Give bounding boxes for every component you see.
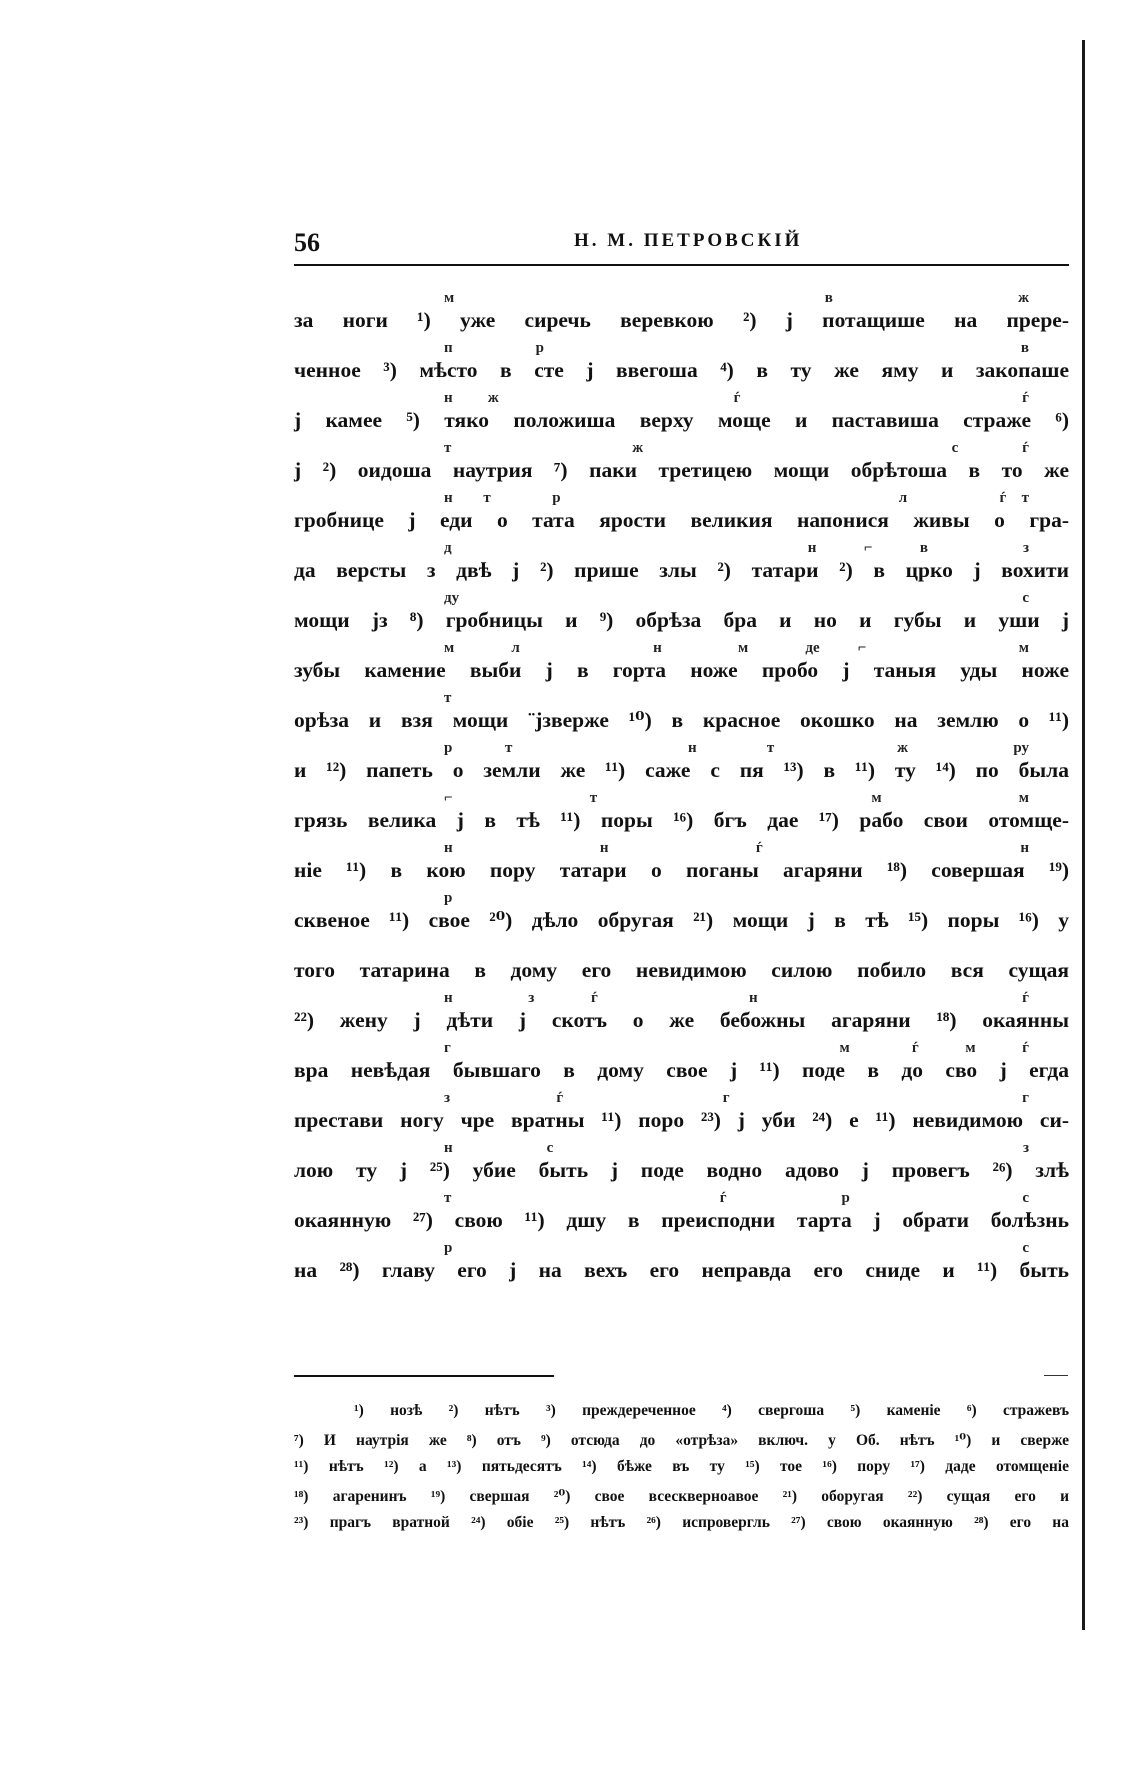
line-text: ніе ¹¹) в кою пору татари о поганы агаряни ¹⁸) совершая ¹⁹)	[294, 858, 1069, 882]
superscript-letters: ду с	[444, 590, 1029, 606]
text-line	[294, 540, 1069, 590]
superscript-letters: т ж с ѓ	[444, 440, 1029, 456]
page-header	[294, 220, 1069, 260]
superscript-letters: т	[444, 690, 452, 706]
running-head: Н. М. ПЕТРОВСКІЙ	[574, 230, 803, 251]
footnote-rule	[294, 1375, 554, 1377]
superscript-letters: м л н м де ⌐ м	[444, 640, 1029, 656]
superscript-letters: р с	[444, 1240, 1029, 1256]
superscript-letters: з ѓ г г	[444, 1090, 1029, 1106]
footnote-line: ¹¹) нѣтъ ¹²) а ¹³) пятьдесятъ ¹⁴) бѣже въ ту ¹⁵) тое ¹⁶) пору ¹⁷) даде отомщеніе	[294, 1458, 1069, 1475]
text-line	[294, 490, 1069, 540]
text-line	[294, 740, 1069, 790]
line-text: престави ногу чре вратны ¹¹) поро ²³) ј уби ²⁴) е ¹¹) невидимою си-	[294, 1108, 1069, 1132]
superscript-letters: р	[444, 890, 453, 906]
text-line	[294, 940, 1069, 990]
superscript-letters: р т н т ж ру	[444, 740, 1029, 756]
text-line	[294, 340, 1069, 390]
page-number: 56	[294, 228, 320, 257]
line-text: ченное ³) мѣсто в сте ј ввегоша ⁴) в ту же яму и закопаше	[294, 358, 1069, 382]
line-text: и ¹²) папеть о земли же ¹¹) саже с пя ¹³) в ¹¹) ту ¹⁴) по была	[294, 758, 1069, 782]
superscript-letters: п р в	[444, 340, 1029, 356]
line-text: того татарина в дому его невидимою силою побило вся сущая	[294, 958, 1069, 982]
footnote-line: ⁷) И наутрія же ⁸) отъ ⁹) отсюда до «отрѣза» включ. у Об. нѣтъ ¹⁰) и сверже	[294, 1432, 1069, 1449]
superscript-letters: н н ѓ н	[444, 840, 1029, 856]
line-text: ²²) жену ј дѣти ј скотъ о же бебожны агаряни ¹⁸) окаянны	[294, 1008, 1069, 1032]
text-line	[294, 440, 1069, 490]
line-text: ј ²) оидоша наутрия ⁷) паки третицею мощи обрѣтоша в то же	[294, 458, 1069, 482]
line-text: грязь велика ј в тѣ ¹¹) поры ¹⁶) бгъ дае ¹⁷) рабо свои отомще-	[294, 808, 1069, 832]
superscript-letters: м в ж	[444, 290, 1029, 306]
text-line	[294, 590, 1069, 640]
footnote-line: ¹⁸) агаренинъ ¹⁹) свершая ²⁰) свое всескверноавое ²¹) оборугая ²²) сущая его и	[294, 1488, 1069, 1505]
line-text: лою ту ј ²⁵) убие быть ј поде водно адово ј провегъ ²⁶) злѣ	[294, 1158, 1069, 1182]
footnote-dash	[1044, 1375, 1068, 1376]
text-line	[294, 1040, 1069, 1090]
text-line	[294, 290, 1069, 340]
line-text: мощи јз ⁸) гробницы и ⁹) обрѣза бра и но и губы и уши ј	[294, 608, 1069, 632]
line-text: зубы камение выби ј в горта ноже пробо ј таныя уды ноже	[294, 658, 1069, 682]
text-line	[294, 1090, 1069, 1140]
line-text: за ноги ¹) уже сиречь веревкою ²) ј потащише на прере-	[294, 308, 1069, 332]
superscript-letters: н т р л ѓ т	[444, 490, 1029, 506]
text-line	[294, 640, 1069, 690]
text-line	[294, 1240, 1069, 1290]
text-line	[294, 840, 1069, 890]
line-text: сквеное ¹¹) свое ²⁰) дѣло обругая ²¹) мощи ј в тѣ ¹⁵) поры ¹⁶) у	[294, 908, 1069, 932]
line-text: ј камее ⁵) тяко положиша верху моще и паставиша страже ⁶)	[294, 408, 1069, 432]
line-text: вра невѣдая бывшаго в дому свое ј ¹¹) поде в до сво ј егда	[294, 1058, 1069, 1082]
text-line	[294, 790, 1069, 840]
text-line	[294, 890, 1069, 940]
text-line	[294, 690, 1069, 740]
footnotes	[294, 1402, 1069, 1542]
footnote-line: ²³) прагъ вратной ²⁴) обіе ²⁵) нѣтъ ²⁶) испровергль ²⁷) свою окаянную ²⁸) его на	[294, 1514, 1069, 1531]
page	[294, 220, 1069, 1531]
superscript-letters: н з ѓ н ѓ	[444, 990, 1029, 1006]
page-edge-rule	[1082, 40, 1085, 1630]
superscript-letters: н с з	[444, 1140, 1029, 1156]
text-line	[294, 990, 1069, 1040]
superscript-letters: г м ѓ м ѓ	[444, 1040, 1029, 1056]
footnote-line: ¹) нозѣ ²) нѣтъ ³) преждереченное ⁴) свергоша ⁵) каменіе ⁶) стражевъ	[354, 1402, 1069, 1419]
text-line	[294, 1190, 1069, 1240]
superscript-letters: ⌐ т м м	[444, 790, 1029, 806]
line-text: окаянную ²⁷) свою ¹¹) дшу в преисподни тарта ј обрати болѣзнь	[294, 1208, 1069, 1232]
superscript-letters: н ж ѓ ѓ	[444, 390, 1029, 406]
body-text	[294, 290, 1069, 1290]
superscript-letters: д н ⌐ в з	[444, 540, 1029, 556]
text-line	[294, 390, 1069, 440]
superscript-letters: т ѓ р с	[444, 1190, 1029, 1206]
line-text: на ²⁸) главу его ј на вехъ его неправда его сниде и ¹¹) быть	[294, 1258, 1069, 1282]
header-rule	[294, 264, 1069, 266]
line-text: гробнице ј еди о тата ярости великия напонися живы о гра-	[294, 508, 1069, 532]
line-text: да версты з двѣ ј ²) прише злы ²) татари ²) в црко ј вохити	[294, 558, 1069, 582]
text-line	[294, 1140, 1069, 1190]
line-text: орѣза и взя мощи ¨јзверже ¹⁰) в красное окошко на землю о ¹¹)	[294, 708, 1069, 732]
